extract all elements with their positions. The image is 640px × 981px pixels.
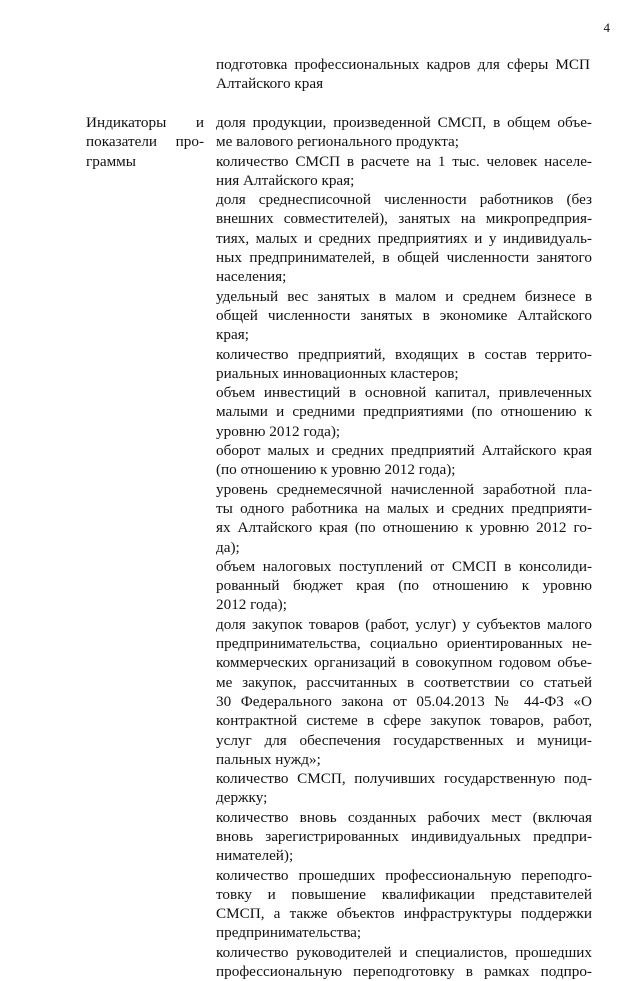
indicator-line: количество прошедших профессиональную переподго-	[216, 866, 592, 884]
row-label-line	[86, 132, 204, 151]
indicator-line: ния Алтайского края;	[216, 171, 355, 189]
indicator-line: количество СМСП в расчете на 1 тыс. человек населе-	[216, 152, 592, 170]
indicator-line: объем инвестиций в основной капитал, привлеченных	[216, 384, 592, 402]
indicator-line: коммерческих организаций в совокупном годовом объе-	[216, 654, 592, 672]
row-label-line	[86, 152, 204, 171]
indicator-line: малыми и средними предприятиями (по отношению к	[216, 403, 592, 421]
indicator-line: оборот малых и средних предприятий Алтайского края	[216, 442, 592, 460]
continuation-line: подготовка профессиональных кадров для сферы МСП	[216, 56, 590, 73]
indicator-line: общей численности занятых в экономике Алтайского	[216, 306, 592, 324]
indicator-item	[216, 190, 592, 286]
indicator-item	[216, 808, 592, 866]
indicator-line: профессиональную переподготовку в рамках подпро-	[216, 963, 592, 981]
indicator-line: объем налоговых поступлений от СМСП в консолиди-	[216, 557, 592, 575]
row-label-word: и	[195, 114, 204, 131]
indicator-line: 2012 года);	[216, 596, 287, 614]
indicator-line: количество вновь созданных рабочих мест (включая	[216, 808, 592, 826]
indicator-line: ме валового регионального продукта;	[216, 133, 459, 151]
row-label	[86, 113, 204, 171]
indicator-line: пальных нужд»;	[216, 750, 321, 768]
continuation-text	[216, 55, 590, 94]
indicator-line: 30 Федерального закона от 05.04.2013 № 44-ФЗ «О	[216, 692, 592, 710]
indicator-line: уровню 2012 года);	[216, 422, 341, 440]
indicator-line: (по отношению к уровню 2012 года);	[216, 461, 456, 479]
indicator-line: ных предпринимателей, в общей численности занятого	[216, 249, 592, 267]
indicator-line: доля закупок товаров (работ, услуг) у субъектов малого	[216, 615, 592, 633]
indicator-item	[216, 287, 592, 345]
indicator-line: внешних совместителей), занятых на микропредприя-	[216, 210, 592, 228]
indicator-line: да);	[216, 538, 240, 556]
indicator-line: контрактной системе в сфере закупок товаров, работ,	[216, 712, 592, 730]
row-label-line	[86, 113, 204, 132]
page-number: 4	[603, 20, 610, 35]
indicator-item	[216, 152, 592, 191]
row-label-word: показатели	[86, 133, 158, 151]
indicator-line: предпринимательства, социально ориентированных не-	[216, 635, 592, 653]
indicator-line: предпринимательства;	[216, 924, 362, 942]
indicator-line: уровень среднемесячной начисленной заработной пла-	[216, 480, 592, 498]
indicator-item	[216, 866, 592, 943]
indicator-line: риальных инновационных кластеров;	[216, 364, 459, 382]
indicator-line: количество предприятий, входящих в состав террито-	[216, 345, 592, 363]
indicator-line: доля среднесписочной численности работников (без	[216, 191, 592, 209]
indicator-line: доля продукции, произведенной СМСП, в общем объе-	[216, 114, 592, 131]
indicator-item	[216, 769, 592, 808]
indicator-line: рованный бюджет края (по отношению к уровню	[216, 577, 592, 595]
indicator-line: количество руководителей и специалистов, прошедших	[216, 943, 592, 961]
indicator-line: количество СМСП, получивших государственную под-	[216, 770, 592, 788]
indicator-line: населения;	[216, 268, 287, 286]
indicator-line: края;	[216, 326, 249, 344]
indicator-item	[216, 383, 592, 441]
indicator-item	[216, 113, 592, 152]
indicator-line: держку;	[216, 789, 268, 807]
indicator-item	[216, 480, 592, 557]
indicator-list	[216, 113, 592, 981]
row-label-word: про-	[175, 133, 204, 151]
indicator-line: ты одного работника на малых и средних предприяти-	[216, 499, 592, 517]
indicator-line: услуг для обеспечения государственных и муници-	[216, 731, 592, 749]
indicator-line: нимателей);	[216, 847, 294, 865]
indicator-line: вновь зарегистрированных индивидуальных предпри-	[216, 827, 592, 845]
indicator-item	[216, 615, 592, 769]
row-label-word: Индикаторы	[86, 114, 167, 131]
indicator-line: СМСП, а также объектов инфраструктуры поддержки	[216, 905, 592, 923]
indicator-item	[216, 557, 592, 615]
indicator-line: ях Алтайского края (по отношению к уровню 2012 го-	[216, 519, 592, 537]
indicator-line: тиях, малых и средних предприятиях и у индивидуаль-	[216, 229, 592, 247]
row-label-word: граммы	[86, 152, 136, 170]
indicator-item	[216, 943, 592, 981]
indicator-item	[216, 345, 592, 384]
indicator-line: ме закупок, рассчитанных в соответствии со статьей	[216, 673, 592, 691]
continuation-line: Алтайского края	[216, 75, 324, 93]
indicator-item	[216, 441, 592, 480]
indicator-line: товку и повышение квалификации представителей	[216, 885, 592, 903]
indicator-line: удельный вес занятых в малом и среднем бизнесе в	[216, 287, 592, 305]
